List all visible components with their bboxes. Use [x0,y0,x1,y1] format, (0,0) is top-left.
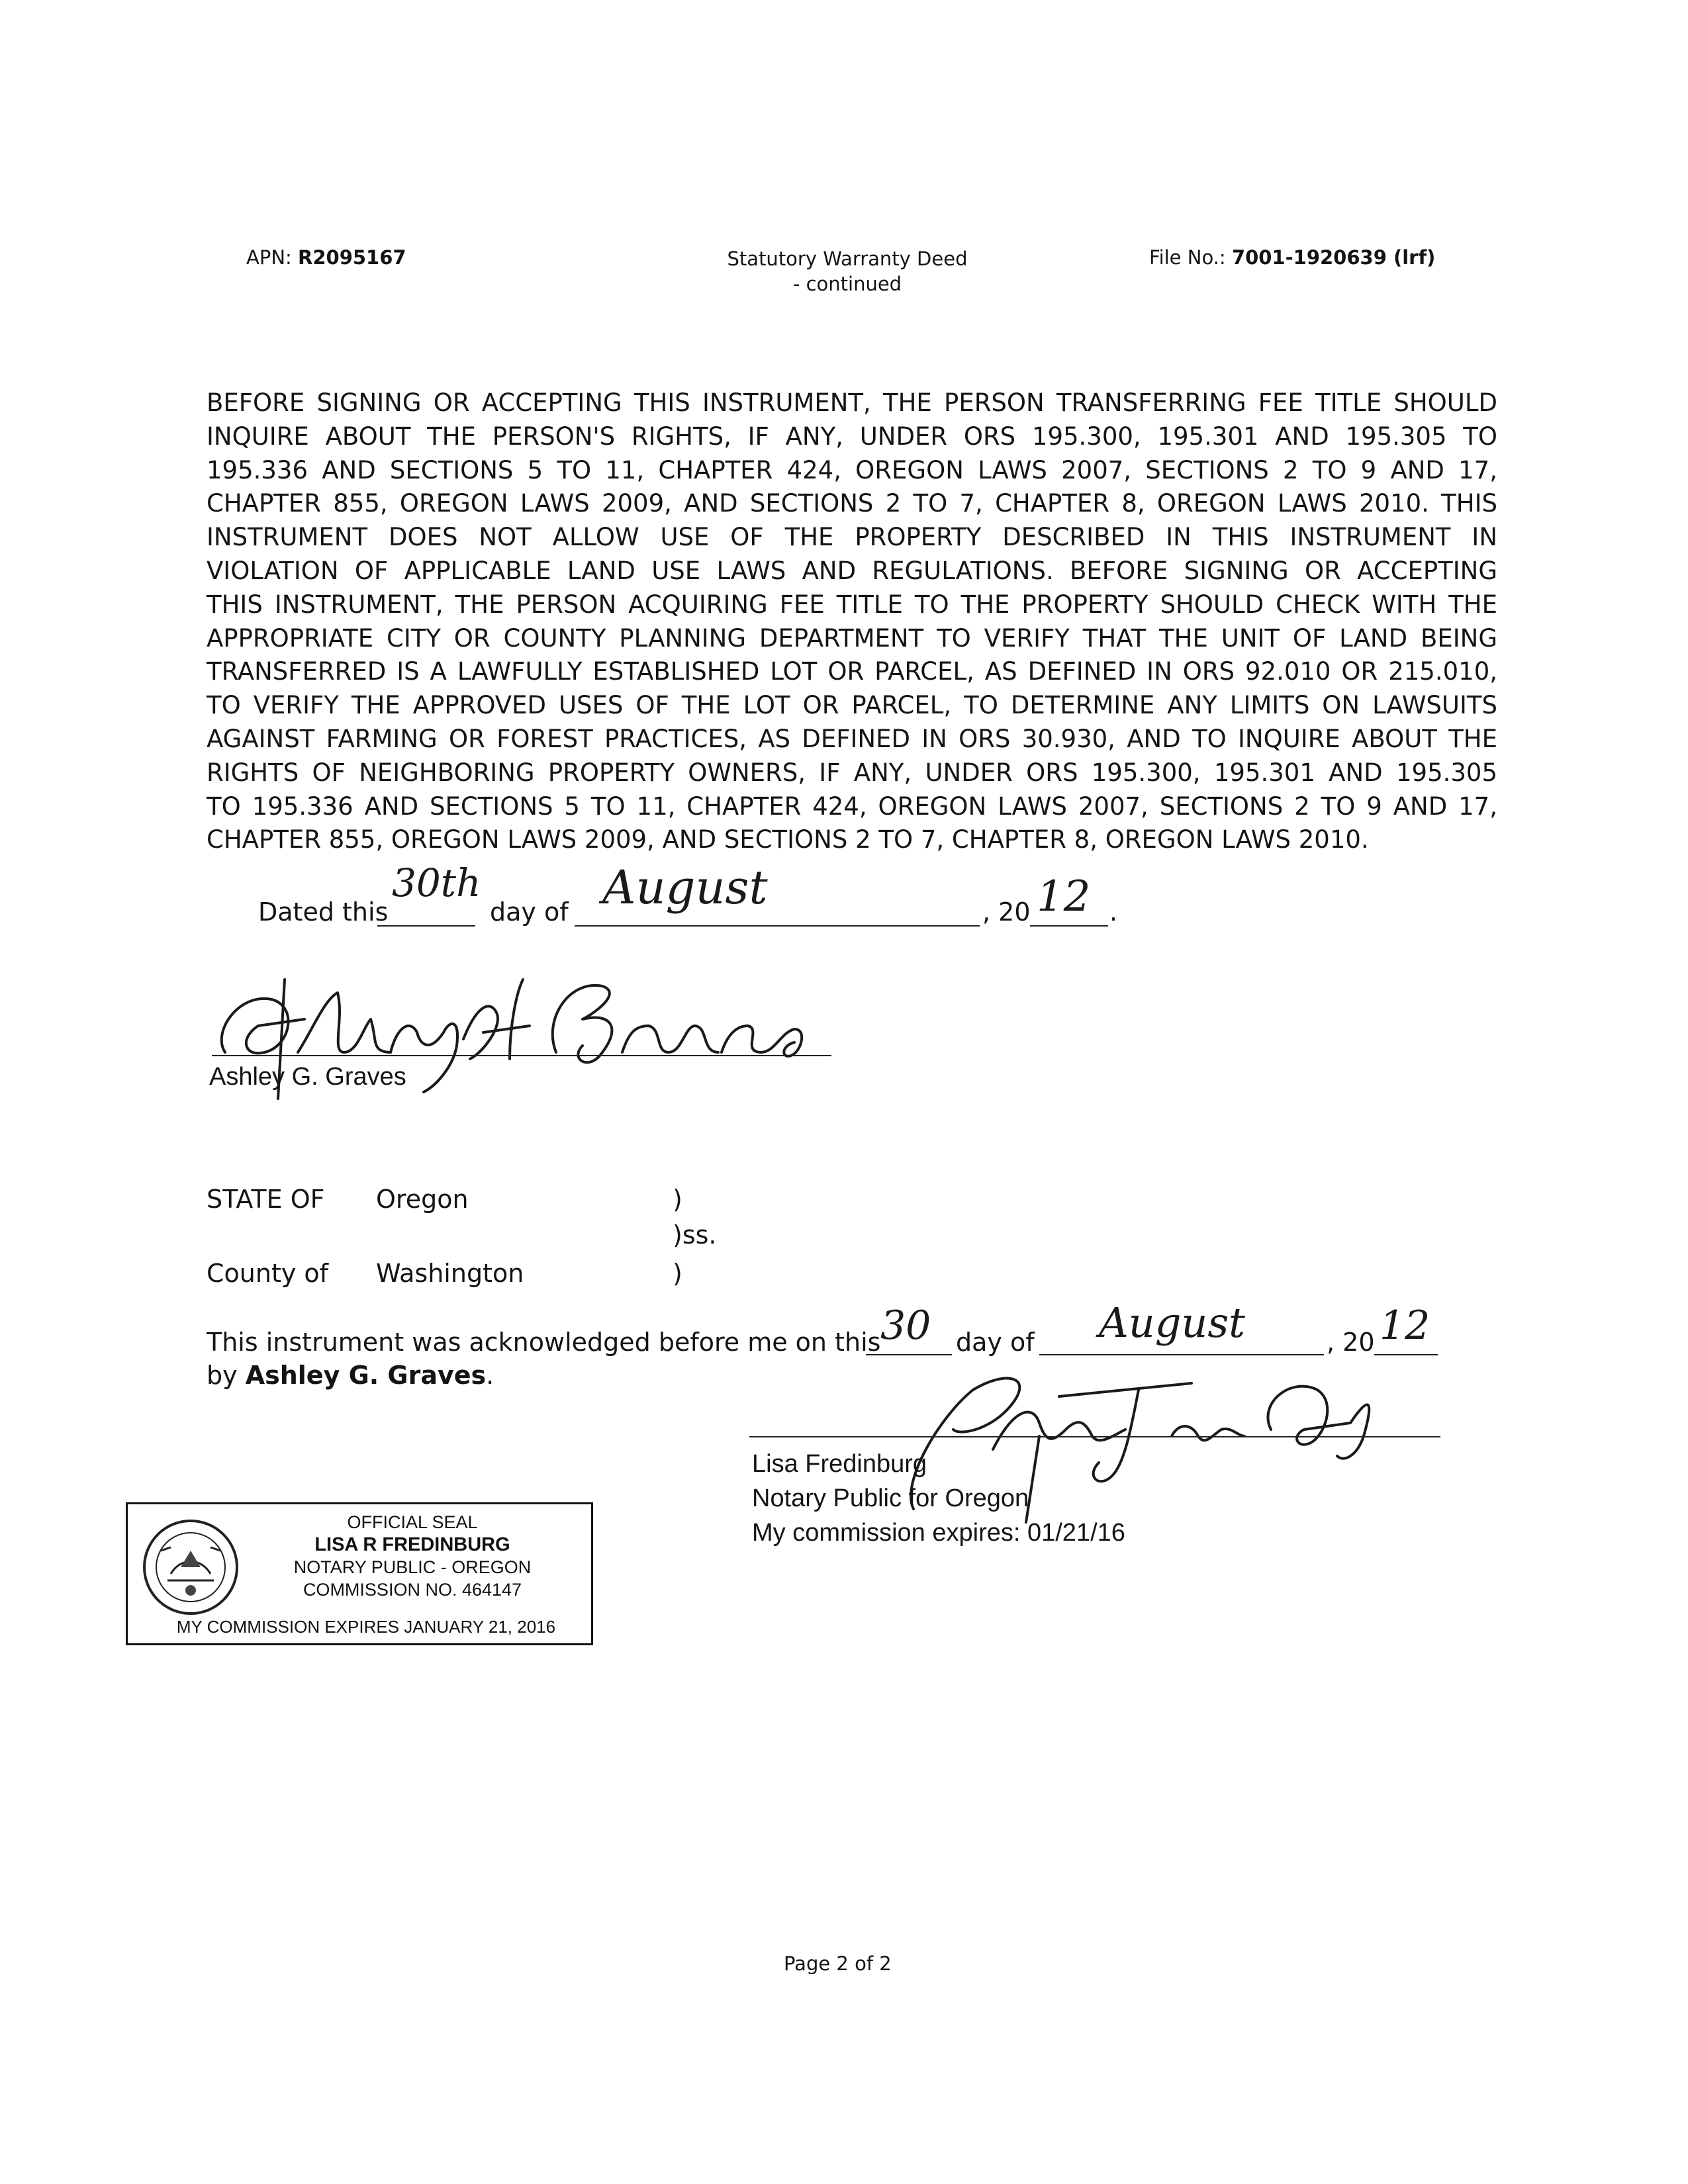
seal-commission-expires: MY COMMISSION EXPIRES JANUARY 21, 2016 [176,1617,556,1637]
notice-line: APPROPRIATE CITY OR COUNTY PLANNING DEPARTMENT TO VERIFY THAT THE UNIT OF LAND BEING [207,623,1497,653]
notice-line: VIOLATION OF APPLICABLE LAND USE LAWS AND REGULATIONS. BEFORE SIGNING OR ACCEPTING [207,556,1497,585]
state-seal-emblem-icon [141,1518,240,1617]
ack-year-prefix: , 20 [1327,1328,1375,1357]
venue-paren-bottom: ) [673,1259,682,1288]
dated-day-of: day of [490,897,569,927]
notice-line: TO 195.336 AND SECTIONS 5 TO 11, CHAPTER 424, OREGON LAWS 2007, SECTIONS 2 TO 9 AND 17, [207,792,1497,821]
state-label: STATE OF [207,1185,325,1214]
ack-day-underline [866,1354,952,1355]
dated-prefix: Dated this [258,897,389,927]
venue-ss: )ss. [673,1220,717,1250]
dated-year-underline [1030,925,1108,927]
document-title [662,246,1033,296]
ack-by-suffix: . [486,1361,494,1390]
seal-notary-name: LISA R FREDINBURG [314,1534,510,1555]
seal-title: OFFICIAL SEAL [347,1512,478,1532]
dated-year-handwritten: 12 [1037,872,1091,921]
notice-line: AGAINST FARMING OR FOREST PRACTICES, AS DEFINED IN ORS 30.930, AND TO INQUIRE ABOUT THE [207,724,1497,753]
dated-month-underline [575,925,980,927]
notary-signature-line [749,1436,1440,1437]
seal-notary-public: NOTARY PUBLIC - OREGON [293,1557,532,1577]
notice-line: TRANSFERRED IS A LAWFULLY ESTABLISHED LOT OR PARCEL, AS DEFINED IN ORS 92.010 OR 215.010, [207,657,1497,686]
seal-commission-number: COMMISSION NO. 464147 [303,1580,522,1600]
acknowledgment-text: This instrument was acknowledged before me on this [207,1328,881,1357]
ack-day-handwritten: 30 [880,1302,931,1349]
venue-paren-top: ) [673,1185,682,1214]
notary-expiration: My commission expires: 01/21/16 [752,1519,1125,1547]
ack-by-name: Ashley G. Graves [245,1361,487,1390]
notice-line: INQUIRE ABOUT THE PERSON'S RIGHTS, IF ANY, UNDER ORS 195.300, 195.301 AND 195.305 TO [207,422,1497,451]
grantor-signature-line [212,1055,831,1056]
notice-line: RIGHTS OF NEIGHBORING PROPERTY OWNERS, IF ANY, UNDER ORS 195.300, 195.301 AND 195.305 [207,758,1497,787]
county-label: County of [207,1259,329,1288]
dated-day-handwritten: 30th [392,860,481,905]
statutory-notice [207,387,1497,857]
notice-line: CHAPTER 855, OREGON LAWS 2009, AND SECTIONS 2 TO 7, CHAPTER 8, OREGON LAWS 2010. [207,825,1369,854]
notice-line: INSTRUMENT DOES NOT ALLOW USE OF THE PROPERTY DESCRIBED IN THIS INSTRUMENT IN [207,523,1497,552]
county-value: Washington [376,1259,524,1288]
dated-year-prefix: , 20 [982,897,1031,927]
file-number-value: 7001-1920639 (lrf) [1231,246,1436,269]
file-number-label: File No.: [1149,246,1226,269]
notary-block [752,1447,1125,1550]
apn-value: R2095167 [298,246,406,269]
ack-by-prefix: by [207,1361,238,1390]
apn-field [246,246,406,269]
ack-year-handwritten: 12 [1380,1302,1430,1349]
page-number: Page 2 of 2 [784,1952,892,1975]
notice-line: 195.336 AND SECTIONS 5 TO 11, CHAPTER 424, OREGON LAWS 2007, SECTIONS 2 TO 9 AND 17, [207,455,1497,484]
seal-text-block [240,1511,585,1601]
ack-month-handwritten: August [1099,1298,1246,1347]
notice-line: BEFORE SIGNING OR ACCEPTING THIS INSTRUMENT, THE PERSON TRANSFERRING FEE TITLE SHOULD [207,388,1497,417]
ack-by-line [207,1361,494,1390]
dated-month-handwritten: August [602,860,768,915]
notice-line: TO VERIFY THE APPROVED USES OF THE LOT OR PARCEL, TO DETERMINE ANY LIMITS ON LAWSUITS [207,691,1497,720]
document-title-line2: - continued [792,273,902,295]
ack-month-underline [1039,1354,1324,1355]
ack-day-of: day of [956,1328,1035,1357]
grantor-printed-name: Ashley G. Graves [209,1063,406,1091]
notice-line: CHAPTER 855, OREGON LAWS 2009, AND SECTIONS 2 TO 7, CHAPTER 8, OREGON LAWS 2010. THIS [207,489,1497,518]
document-title-line1: Statutory Warranty Deed [727,248,968,270]
state-value: Oregon [376,1185,469,1214]
notary-title: Notary Public for Oregon [752,1484,1029,1512]
notary-name: Lisa Fredinburg [752,1450,927,1478]
apn-label: APN: [246,246,292,269]
dated-day-underline [377,925,475,927]
ack-year-underline [1374,1354,1438,1355]
dated-end: . [1109,897,1118,927]
file-number-field [1149,246,1435,269]
notice-line: THIS INSTRUMENT, THE PERSON ACQUIRING FEE TITLE TO THE PROPERTY SHOULD CHECK WITH THE [207,590,1497,619]
official-seal-stamp [126,1502,593,1645]
